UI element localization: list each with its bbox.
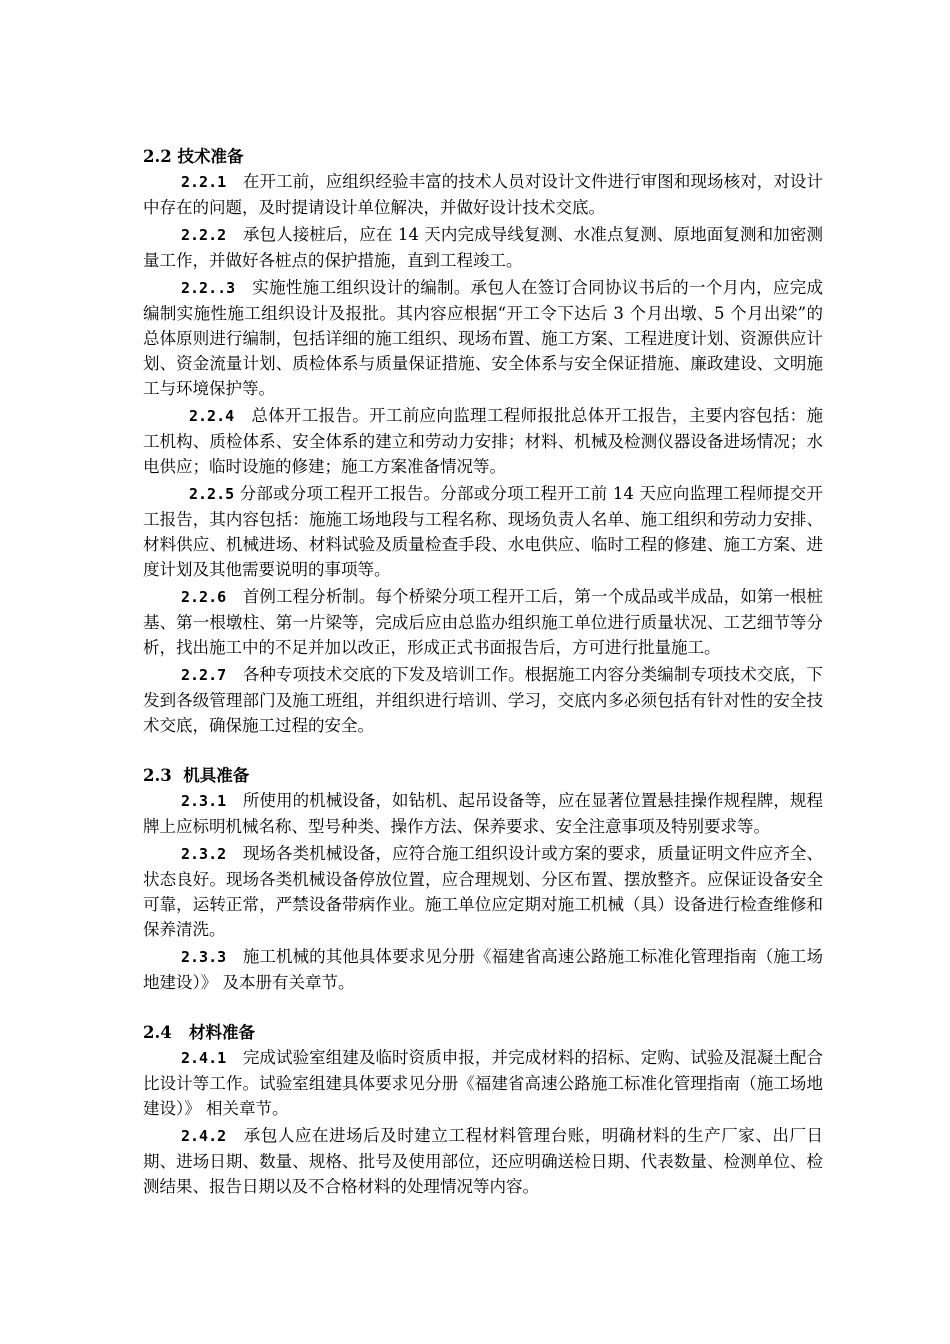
clause-text: 施工机械的其他具体要求见分册《福建省高速公路施工标准化管理指南（施工场地建设）》 及本册有关章节。 xyxy=(143,947,824,992)
clause-number: 2.2..3 xyxy=(181,279,236,297)
clause-2-2-1 xyxy=(143,169,823,220)
clause-2-2-4 xyxy=(143,403,823,479)
clause-text: 现场各类机械设备，应符合施工组织设计或方案的要求，质量证明文件应齐全、状态良好。现场各类机械设备停放位置，应合理规划、分区布置、摆放整齐。应保证设备安全可靠，运转正常，严禁设备带病作业。施工单位应定期对施工机械（具）设备进行检查维修和保养清洗。 xyxy=(143,844,824,939)
clause-text: 分部或分项工程开工报告。分部或分项工程开工前 14 天应向监理工程师提交开工报告，其内容包括：施施工场地段与工程名称、现场负责人名单、施工组织和劳动力安排、材料供应、机械进场、材料试验及质量检查手段、水电供应、临时工程的修建、施工方案、进度计划及其他需要说明的事项等。 xyxy=(143,484,823,579)
clause-number: 2.2.4 xyxy=(189,407,235,425)
clause-text: 完成试验室组建及临时资质申报，并完成材料的招标、定购、试验及混凝土配合比设计等工作。试验室组建具体要求见分册《福建省高速公路施工标准化管理指南（施工场地建设）》 相关章节。 xyxy=(143,1048,824,1118)
clause-2-2-7 xyxy=(143,662,823,738)
clause-text: 首例工程分析制。每个桥梁分项工程开工后，第一个成品或半成品，如第一根桩基、第一根墩柱、第一片梁等，完成后应由总监办组织施工单位进行质量状况、工艺细节等分析，找出施工中的不足并加以改正，形成正式书面报告后，方可进行批量施工。 xyxy=(143,587,824,657)
clause-2-2-5 xyxy=(143,481,823,582)
clause-number: 2.2.5 xyxy=(189,485,235,503)
clause-text: 在开工前，应组织经验丰富的技术人员对设计文件进行审图和现场核对，对设计中存在的问题，及时提请设计单位解决，并做好设计技术交底。 xyxy=(143,172,824,217)
clause-number: 2.4.1 xyxy=(181,1049,227,1067)
clause-number: 2.3.2 xyxy=(181,845,227,863)
clause-text: 承包人接桩后，应在 14 天内完成导线复测、水准点复测、原地面复测和加密测量工作，并做好各桩点的保护措施，直到工程竣工。 xyxy=(143,225,823,270)
section-title-2-3: 2.3 机具准备 xyxy=(143,766,250,785)
clause-number: 2.2.7 xyxy=(181,666,227,684)
clause-number: 2.4.2 xyxy=(181,1127,227,1145)
clause-number: 2.3.1 xyxy=(181,792,227,810)
clause-number: 2.2.2 xyxy=(181,226,227,244)
clause-2-2-6 xyxy=(143,584,823,660)
clause-text: 所使用的机械设备，如钻机、起吊设备等，应在显著位置悬挂操作规程牌，规程牌上应标明机械名称、型号种类、操作方法、保养要求、安全注意事项及特别要求等。 xyxy=(143,791,824,836)
section-title-2-2: 2.2 技术准备 xyxy=(143,147,244,166)
clause-number: 2.2.6 xyxy=(181,588,227,606)
clause-number: 2.3.3 xyxy=(181,948,227,966)
clause-2-3-2 xyxy=(143,841,823,942)
clause-text: 实施性施工组织设计的编制。承包人在签订合同协议书后的一个月内，应完成编制实施性施工组织设计及报批。其内容应根据“开工令下达后 3 个月出墩、5 个月出梁”的总体原则进行编制，包括详细的施工组织、现场布置、施工方案、工程进度计划、资源供应计划、资金流量计划、质检体系与质量保证措施、安全体系与安全保证措施、廉政建设、文明施工与环境保护等。 xyxy=(143,278,824,398)
document-page xyxy=(143,144,823,1201)
clause-text: 承包人应在进场后及时建立工程材料管理台账，明确材料的生产厂家、出厂日期、进场日期、数量、规格、批号及使用部位，还应明确送检日期、代表数量、检测单位、检测结果、报告日期以及不合格材料的处理情况等内容。 xyxy=(143,1126,824,1196)
section-title-2-4: 2.4 材料准备 xyxy=(143,1023,255,1042)
clause-text: 总体开工报告。开工前应向监理工程师报批总体开工报告，主要内容包括：施工机构、质检体系、安全体系的建立和劳动力安排；材料、机械及检测仪器设备进场情况；水电供应；临时设施的修建；施工方案准备情况等。 xyxy=(143,406,824,476)
clause-2-4-2 xyxy=(143,1123,823,1199)
clause-text: 各种专项技术交底的下发及培训工作。根据施工内容分类编制专项技术交底，下发到各级管理部门及施工班组，并组织进行培训、学习，交底内多必须包括有针对性的安全技术交底，确保施工过程的安全。 xyxy=(143,665,824,735)
clause-2-2-2 xyxy=(143,222,823,273)
clause-number: 2.2.1 xyxy=(181,173,227,191)
clause-2-2-3 xyxy=(143,275,823,401)
clause-2-4-1 xyxy=(143,1045,823,1121)
clause-2-3-1 xyxy=(143,788,823,839)
clause-2-3-3 xyxy=(143,944,823,995)
